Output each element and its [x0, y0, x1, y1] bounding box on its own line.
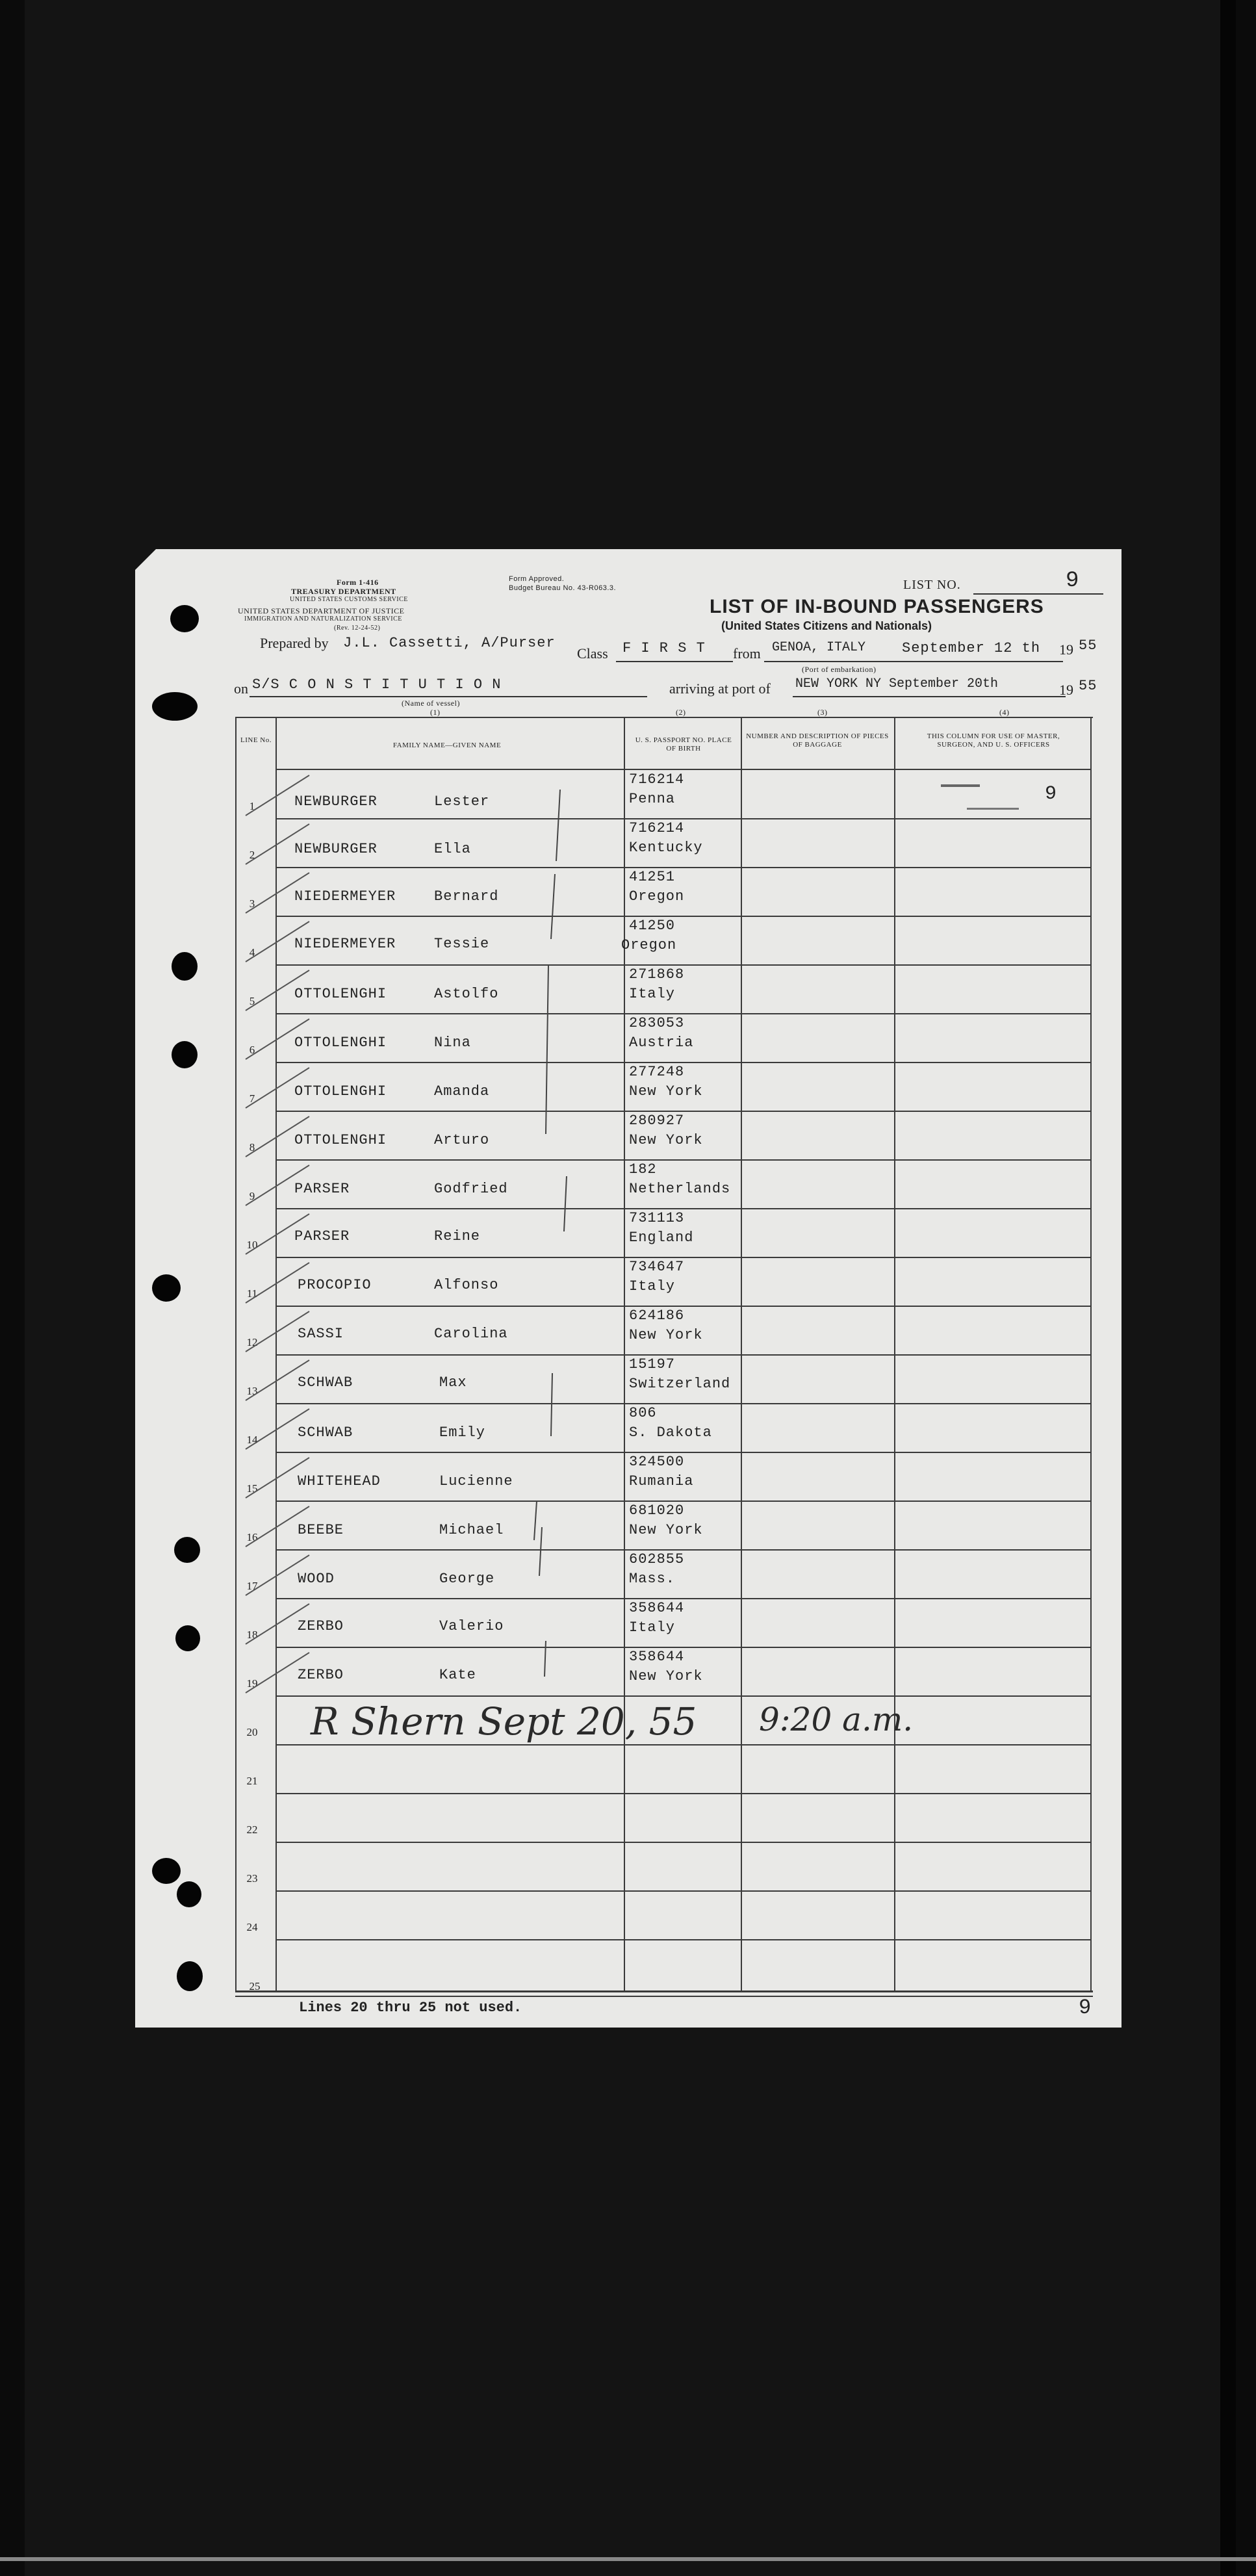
given-name: Astolfo — [434, 986, 499, 1002]
given-name: Nina — [434, 1035, 471, 1051]
dept-treasury: TREASURY DEPARTMENT — [291, 587, 396, 596]
given-name: Amanda — [434, 1083, 490, 1100]
line-number: 7 — [249, 1092, 255, 1105]
budget-bureau: Budget Bureau No. 43-R063.3. — [509, 584, 617, 592]
arr-year: 55 — [1079, 678, 1097, 694]
arrival-time-note: 9:20 a.m. — [759, 1701, 914, 1738]
manifest-page — [135, 549, 1121, 2028]
header-name: FAMILY NAME—GIVEN NAME — [392, 741, 502, 749]
given-name: Ella — [434, 841, 471, 857]
passport-number: 41250 — [629, 918, 676, 934]
list-no-label: LIST NO. — [903, 578, 961, 592]
place-of-birth: New York — [629, 1132, 703, 1148]
vessel-name: S/S C O N S T I T U T I O N — [252, 676, 502, 693]
form-number: Form 1-416 — [337, 578, 379, 587]
passport-number: 716214 — [629, 820, 685, 836]
family-name: OTTOLENGHI — [294, 1083, 387, 1100]
family-name: SASSI — [298, 1326, 344, 1342]
given-name: Valerio — [439, 1618, 504, 1634]
dept-customs: UNITED STATES CUSTOMS SERVICE — [290, 596, 408, 603]
class-label: Class — [577, 645, 608, 662]
line-number: 6 — [249, 1044, 255, 1056]
passport-number: 41251 — [629, 869, 676, 885]
col-4-marker: (4) — [999, 708, 1010, 717]
family-name: WOOD — [298, 1571, 335, 1587]
header-baggage: NUMBER AND DESCRIPTION OF PIECES OF BAGGAGE — [746, 732, 889, 749]
family-name: SCHWAB — [298, 1374, 353, 1391]
given-name: Bernard — [434, 888, 499, 905]
given-name: Carolina — [434, 1326, 508, 1342]
family-name: NIEDERMEYER — [294, 936, 396, 952]
line-number: 24 — [246, 1921, 258, 1933]
line-number: 21 — [246, 1775, 258, 1787]
passport-number: 271868 — [629, 966, 685, 983]
given-name: Alfonso — [434, 1277, 499, 1293]
from-label: from — [733, 645, 761, 662]
place-of-birth: Kentucky — [629, 840, 703, 856]
passport-number: 358644 — [629, 1600, 685, 1616]
passport-number: 734647 — [629, 1259, 685, 1275]
passport-number: 283053 — [629, 1015, 685, 1031]
line-number: 2 — [249, 849, 255, 861]
col-3-marker: (3) — [817, 708, 828, 717]
passport-number: 324500 — [629, 1454, 685, 1470]
scan-edge-right — [1220, 0, 1236, 2576]
passport-number: 681020 — [629, 1502, 685, 1519]
line-number: 19 — [246, 1677, 258, 1690]
place-of-birth: Italy — [629, 1619, 676, 1636]
header-officer: THIS COLUMN FOR USE OF MASTER, SURGEON, AND U. S. OFFICERS — [927, 732, 1060, 749]
given-name: Max — [439, 1374, 467, 1391]
col-2-marker: (2) — [676, 708, 686, 717]
place-of-birth: Netherlands — [629, 1181, 731, 1197]
from-year: 55 — [1079, 638, 1097, 654]
family-name: BEEBE — [298, 1522, 344, 1538]
passport-number: 15197 — [629, 1356, 676, 1372]
family-name: NEWBURGER — [294, 841, 378, 857]
list-number: 9 — [1066, 569, 1079, 593]
place-of-birth: Austria — [629, 1035, 694, 1051]
on-label: on — [234, 680, 248, 697]
class-value: F I R S T — [622, 640, 706, 656]
officer-mark: 9 — [1045, 783, 1057, 805]
place-of-birth: Switzerland — [629, 1376, 731, 1392]
place-of-birth: Rumania — [629, 1473, 694, 1489]
family-name: SCHWAB — [298, 1424, 353, 1441]
passport-number: 280927 — [629, 1113, 685, 1129]
dept-immigration: IMMIGRATION AND NATURALIZATION SERVICE — [244, 615, 402, 623]
line-number: 12 — [246, 1336, 258, 1348]
form-subtitle: (United States Citizens and Nationals) — [721, 619, 932, 632]
place-of-birth: New York — [629, 1327, 703, 1343]
form-approved: Form Approved. — [509, 575, 565, 583]
line-number: 11 — [246, 1287, 258, 1300]
family-name: OTTOLENGHI — [294, 1132, 387, 1148]
place-of-birth: England — [629, 1230, 694, 1246]
line-number: 14 — [246, 1434, 258, 1446]
from-port: GENOA, ITALY — [772, 640, 866, 655]
passport-number: 806 — [629, 1405, 657, 1421]
line-number: 5 — [249, 995, 255, 1007]
place-of-birth: New York — [629, 1083, 703, 1100]
passport-number: 624186 — [629, 1307, 685, 1324]
given-name: Kate — [439, 1667, 476, 1683]
from-year-label: 19 — [1059, 641, 1073, 658]
line-number: 8 — [249, 1141, 255, 1153]
family-name: ZERBO — [298, 1667, 344, 1683]
header-passport: U. S. PASSPORT NO. PLACE OF BIRTH — [635, 736, 732, 753]
place-of-birth: Oregon — [621, 937, 677, 953]
line-number: 20 — [246, 1726, 258, 1738]
from-date: September 12 th — [902, 640, 1041, 656]
arriving-label: arriving at port of — [669, 680, 771, 697]
line-number: 4 — [249, 946, 255, 959]
place-of-birth: S. Dakota — [629, 1424, 712, 1441]
passport-number: 602855 — [629, 1551, 685, 1567]
revision: (Rev. 12-24-52) — [334, 625, 381, 632]
given-name: Emily — [439, 1424, 486, 1441]
given-name: George — [439, 1571, 495, 1587]
given-name: Tessie — [434, 936, 490, 952]
officer-signature: R Shern Sept 20, 55 — [311, 1699, 697, 1744]
line-number: 25 — [249, 1980, 261, 1992]
given-name: Lucienne — [439, 1473, 513, 1489]
line-number: 23 — [246, 1872, 258, 1885]
line-number: 1 — [249, 800, 255, 812]
passport-number: 182 — [629, 1161, 657, 1178]
form-title: LIST OF IN-BOUND PASSENGERS — [710, 596, 1044, 617]
header-line-no: LINE No. — [240, 736, 272, 744]
line-number: 17 — [246, 1580, 258, 1592]
line-number: 22 — [246, 1823, 258, 1836]
passport-number: 731113 — [629, 1210, 685, 1226]
place-of-birth: New York — [629, 1668, 703, 1684]
given-name: Arturo — [434, 1132, 490, 1148]
line-number: 15 — [246, 1482, 258, 1495]
given-name: Lester — [434, 793, 490, 810]
passport-number: 716214 — [629, 771, 685, 788]
place-of-birth: Mass. — [629, 1571, 676, 1587]
family-name: PARSER — [294, 1228, 350, 1244]
line-number: 16 — [246, 1531, 258, 1543]
col-1-marker: (1) — [430, 708, 441, 717]
place-of-birth: Italy — [629, 1278, 676, 1294]
family-name: WHITEHEAD — [298, 1473, 381, 1489]
footer-note: Lines 20 thru 25 not used. — [299, 2000, 522, 2016]
family-name: ZERBO — [298, 1618, 344, 1634]
scan-edge-bottom — [0, 2557, 1256, 2561]
line-number: 18 — [246, 1629, 258, 1641]
family-name: OTTOLENGHI — [294, 1035, 387, 1051]
line-number: 13 — [246, 1385, 258, 1397]
line-number: 10 — [246, 1239, 258, 1251]
passport-number: 277248 — [629, 1064, 685, 1080]
dept-justice: UNITED STATES DEPARTMENT OF JUSTICE — [238, 606, 405, 615]
family-name: NEWBURGER — [294, 793, 378, 810]
family-name: OTTOLENGHI — [294, 986, 387, 1002]
family-name: PARSER — [294, 1181, 350, 1197]
line-number: 9 — [249, 1190, 255, 1202]
family-name: PROCOPIO — [298, 1277, 372, 1293]
prepared-by: J.L. Cassetti, A/Purser — [343, 635, 556, 651]
place-of-birth: New York — [629, 1522, 703, 1538]
place-of-birth: Italy — [629, 986, 676, 1002]
given-name: Michael — [439, 1522, 504, 1538]
prepared-label: Prepared by — [260, 635, 329, 651]
place-of-birth: Oregon — [629, 888, 685, 905]
vessel-note: (Name of vessel) — [402, 699, 460, 708]
passport-number: 358644 — [629, 1649, 685, 1665]
family-name: NIEDERMEYER — [294, 888, 396, 905]
embark-note: (Port of embarkation) — [802, 665, 877, 674]
place-of-birth: Penna — [629, 791, 676, 807]
line-number: 3 — [249, 897, 255, 910]
page-mark: 9 — [1079, 1996, 1092, 2020]
arriving-port: NEW YORK NY September 20th — [795, 676, 999, 691]
given-name: Reine — [434, 1228, 481, 1244]
given-name: Godfried — [434, 1181, 508, 1197]
row-separators — [135, 549, 1121, 2028]
arr-year-label: 19 — [1059, 682, 1073, 698]
